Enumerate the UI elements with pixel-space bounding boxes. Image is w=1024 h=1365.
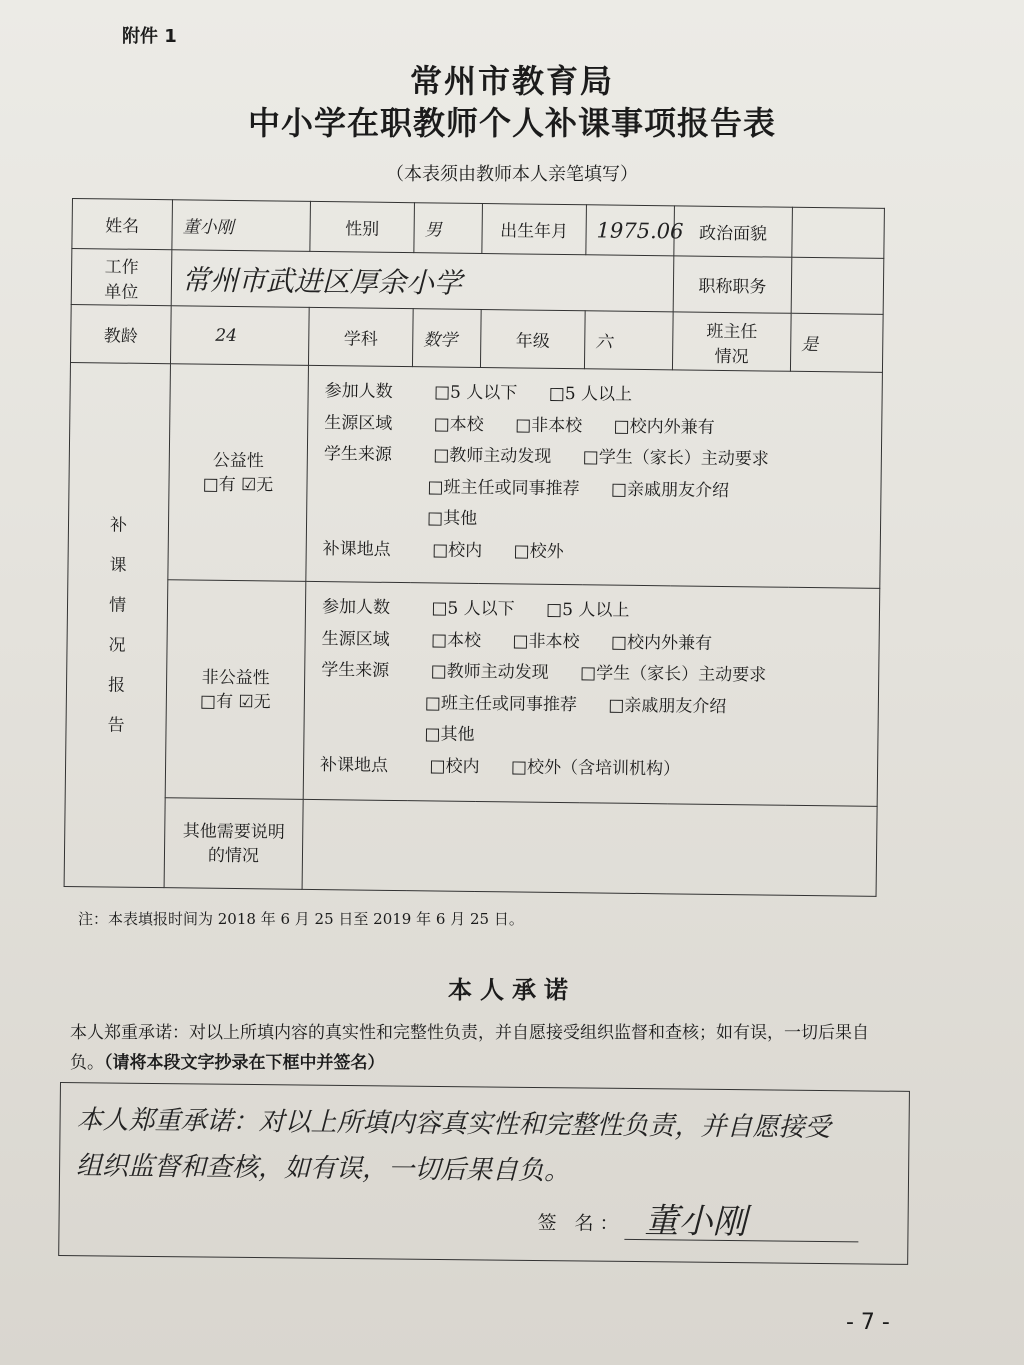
promise-title: 本人承诺 xyxy=(448,976,576,1004)
unit-label-line1: 工作 xyxy=(104,256,139,278)
headteacher-label-line2: 情况 xyxy=(714,346,749,367)
form-subtitle: （本表须由教师本人亲笔填写） xyxy=(386,164,638,185)
checkbox-colleague[interactable]: □班主任或同事推荐 xyxy=(427,476,580,499)
checkbox-outside-school[interactable]: □校外（含培训机构） xyxy=(510,756,681,779)
nonpublic-count-row: 参加人数 □5 人以下 □5 人以上 xyxy=(322,592,879,630)
public-cell xyxy=(168,364,309,582)
other-value[interactable] xyxy=(302,799,877,896)
bureau-title: 常州市教育局 xyxy=(409,62,614,100)
name-label: 姓名 xyxy=(72,199,173,250)
age-value[interactable]: 24 xyxy=(170,306,309,366)
public-choice[interactable]: □有 ☑无 xyxy=(202,474,274,495)
headteacher-label-line1: 班主任 xyxy=(706,321,758,342)
subject-value[interactable]: 数学 xyxy=(412,309,481,368)
unit-value[interactable]: 常州市武进区厚余小学 xyxy=(171,250,674,312)
checkbox-under5[interactable]: □5 人以下 xyxy=(433,382,518,404)
unit-label xyxy=(71,249,172,306)
checkbox-over5[interactable]: □5 人以上 xyxy=(545,599,630,621)
job-title-value[interactable] xyxy=(791,257,884,314)
birth-value[interactable]: 1975.06 xyxy=(586,205,675,256)
form-title: 中小学在职教师个人补课事项报告表 xyxy=(247,104,776,142)
checkbox-other-school[interactable]: □非本校 xyxy=(515,414,583,436)
checkbox-under5[interactable]: □5 人以下 xyxy=(431,598,515,620)
birth-label: 出生年月 xyxy=(482,204,587,255)
handwritten-box[interactable] xyxy=(58,1082,910,1265)
section-label: 补 课 情 况 报 告 xyxy=(64,362,170,887)
grade-label: 年级 xyxy=(480,310,585,369)
form-note: 注：本表填报时间为 2018 年 6 月 25 日至 2019 年 6 月 25 日。 xyxy=(78,910,524,928)
checkbox-relatives[interactable]: □亲戚朋友介绍 xyxy=(608,695,727,717)
checkbox-this-school[interactable]: □本校 xyxy=(430,629,482,651)
promise-text: 本人郑重承诺：对以上所填内容的真实性和完整性负责，并自愿接受组织监督和查核；如有误，一切后果自负。（请将本段文字抄录在下框中并签名） xyxy=(70,1023,869,1073)
public-options xyxy=(306,365,883,588)
nonpublic-label: 非公益性 xyxy=(201,667,270,688)
name-value[interactable]: 董小刚 xyxy=(172,200,311,252)
signature: 董小刚 xyxy=(644,1201,747,1243)
row-other xyxy=(64,796,877,896)
checkbox-other[interactable]: □其他 xyxy=(426,508,478,529)
public-count-row: 参加人数 □5 人以下 □5 人以上 xyxy=(324,376,881,414)
checkbox-other-school[interactable]: □非本校 xyxy=(512,630,580,652)
nonpublic-options xyxy=(303,581,880,806)
political-label: 政治面貌 xyxy=(674,206,793,257)
nonpublic-cell xyxy=(165,580,306,800)
row-basic-2 xyxy=(71,249,884,315)
job-title-label: 职称职务 xyxy=(673,256,792,313)
checkbox-both[interactable]: □校内外兼有 xyxy=(610,632,713,654)
political-value[interactable] xyxy=(792,207,885,258)
public-source-row: 学生来源 □教师主动发现 □学生（家长）主动要求 xyxy=(324,439,881,477)
headteacher-label xyxy=(672,312,791,371)
checkbox-relatives[interactable]: □亲戚朋友介绍 xyxy=(610,479,730,501)
gender-label: 性别 xyxy=(310,201,415,252)
subject-label: 学科 xyxy=(308,307,413,366)
age-label: 教龄 xyxy=(70,304,171,363)
public-label: 公益性 xyxy=(212,450,264,471)
public-place-row: 补课地点 □校内 □校外 xyxy=(323,534,880,572)
nonpublic-area-row: 生源区域 □本校 □非本校 □校内外兼有 xyxy=(321,624,878,662)
nonpublic-place-row: 补课地点 □校内 □校外（含培训机构） xyxy=(320,750,877,788)
row-public xyxy=(68,362,883,588)
checkbox-outside-school[interactable]: □校外 xyxy=(513,540,564,562)
public-area-row: 生源区域 □本校 □非本校 □校内外兼有 xyxy=(324,408,881,446)
checkbox-inside-school[interactable]: □校内 xyxy=(432,539,483,561)
checkbox-teacher-found[interactable]: □教师主动发现 xyxy=(433,445,552,467)
report-form-table xyxy=(64,198,885,897)
checkbox-other[interactable]: □其他 xyxy=(424,724,475,745)
checkbox-parent-request[interactable]: □学生（家长）主动要求 xyxy=(582,447,769,470)
checkbox-this-school[interactable]: □本校 xyxy=(433,413,484,435)
signature-label: 签 名： xyxy=(537,1212,625,1235)
checkbox-teacher-found[interactable]: □教师主动发现 xyxy=(430,661,549,683)
attachment-label: 附件 1 xyxy=(122,26,177,47)
handwritten-text: 本人郑重承诺：对以上所填内容真实性和完整性负责，并自愿接受 组织监督和查核，如有误，一切后果自负。 xyxy=(75,1105,831,1187)
row-nonpublic xyxy=(65,578,880,806)
nonpublic-choice[interactable]: □有 ☑无 xyxy=(199,691,271,712)
other-label: 其他需要说明 的情况 xyxy=(164,798,303,890)
checkbox-both[interactable]: □校内外兼有 xyxy=(613,416,715,438)
checkbox-inside-school[interactable]: □校内 xyxy=(429,755,480,777)
headteacher-value[interactable]: 是 xyxy=(790,313,883,372)
grade-value[interactable]: 六 xyxy=(584,311,673,370)
row-basic-3 xyxy=(70,304,883,372)
checkbox-over5[interactable]: □5 人以上 xyxy=(548,383,633,405)
nonpublic-source-row: 学生来源 □教师主动发现 □学生（家长）主动要求 xyxy=(321,655,878,693)
page-number: - 7 - xyxy=(846,1310,890,1335)
checkbox-colleague[interactable]: □班主任或同事推荐 xyxy=(424,692,578,715)
unit-label-line2: 单位 xyxy=(104,281,139,303)
gender-value[interactable]: 男 xyxy=(414,203,483,254)
checkbox-parent-request[interactable]: □学生（家长）主动要求 xyxy=(579,663,767,686)
